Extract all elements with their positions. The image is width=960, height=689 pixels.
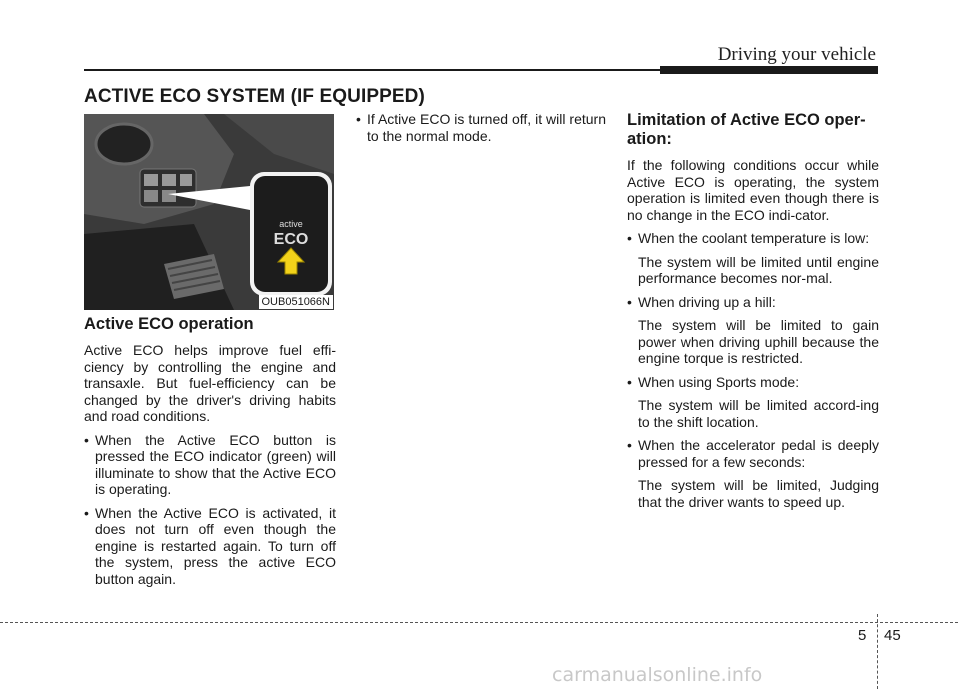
bullet-icon: • [356, 111, 361, 127]
dashboard-figure [84, 114, 334, 310]
list-item [627, 374, 879, 431]
header-bar [660, 66, 878, 74]
watermark-text: carmanualsonline.info [552, 664, 763, 686]
list-item [627, 294, 879, 367]
column-3 [627, 111, 879, 517]
bullet-icon: • [84, 504, 89, 521]
condition-text: When the accelerator pedal is deeply pressed for a few seconds: [638, 437, 879, 470]
condition-text: When driving up a hill: [638, 293, 776, 310]
column-1 [84, 315, 336, 594]
list-item [84, 432, 336, 498]
result-text: The system will be limited to gain power when driving uphill because the engine torque is restricted. [638, 317, 879, 366]
dashboard-illustration [84, 114, 334, 310]
section-title: ACTIVE ECO SYSTEM (IF EQUIPPED) [84, 86, 425, 107]
condition-text: When the coolant temperature is low: [638, 230, 870, 246]
bullet-icon: • [627, 373, 632, 390]
bullet-text: When the Active ECO button is pressed the ECO indicator (green) will illuminate to show that the Active ECO is operating. [95, 431, 336, 497]
heading-active-eco-operation: Active ECO operation [84, 315, 254, 333]
footer-divider [0, 622, 958, 623]
intro-paragraph: Active ECO helps improve fuel effi-ciency by controlling the engine and transaxle. But fuel-efficiency can be changed by the driver's driving habits and road conditions. [84, 342, 336, 424]
header-title: Driving your vehicle [717, 44, 876, 65]
chapter-number: 5 [858, 627, 867, 644]
bullet-icon: • [627, 230, 632, 246]
result-text: The system will be limited, Judging that the driver wants to speed up. [638, 477, 879, 510]
bullet-icon: • [84, 431, 89, 448]
bullet-icon: • [627, 437, 632, 453]
heading-limitation: Limitation of Active ECO oper-ation: [627, 111, 866, 148]
result-text: The system will be limited accord-ing to the shift location. [638, 397, 879, 430]
header-rule [84, 69, 660, 71]
list-item [627, 437, 879, 510]
bullet-icon: • [627, 293, 632, 310]
button-text-eco: ECO [273, 231, 309, 248]
condition-text: When using Sports mode: [638, 373, 800, 390]
list-item [84, 505, 336, 588]
page-number: 45 [884, 627, 901, 644]
column-2 [356, 111, 606, 151]
result-text: The system will be limited until engine performance becomes nor-mal. [638, 253, 879, 286]
list-item [627, 230, 879, 287]
figure-code: OUB051066N [259, 295, 334, 309]
list-item [356, 111, 606, 144]
footer-separator [877, 614, 878, 689]
bullet-text: When the Active ECO is activated, it does not turn off even though the engine is restarted again. To turn off the system, press the active ECO button again. [95, 504, 336, 587]
bullet-text: If Active ECO is turned off, it will return to the normal mode. [367, 111, 606, 144]
button-text-active: active [279, 219, 303, 229]
intro-paragraph: If the following conditions occur while Active ECO is operating, the system operation is limited even though there is no change in the ECO indi-cator. [627, 157, 879, 223]
